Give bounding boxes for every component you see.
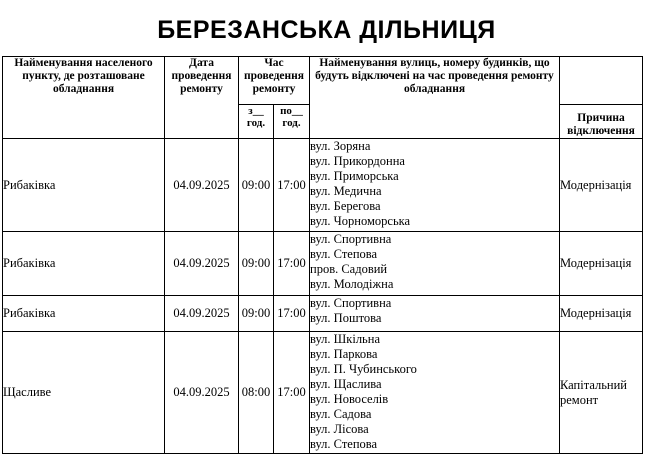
street-item: вул. Лісова: [310, 422, 369, 436]
header-reason: Причина відключення: [560, 105, 643, 139]
cell-time-from: 08:00: [239, 332, 274, 454]
header-streets: Найменування вулиць, номеру будинків, що будуть відключені на час проведення ремонту обладнання: [310, 57, 560, 139]
page-title: БЕРЕЗАНСЬКА ДІЛЬНИЦЯ: [157, 16, 496, 44]
street-item: вул. Садова: [310, 407, 372, 421]
header-date: Дата проведення ремонту: [165, 57, 239, 139]
street-item: вул. П. Чубинського: [310, 362, 417, 376]
cell-reason: Модернізація: [560, 296, 643, 332]
street-item: вул. Чорноморська: [310, 214, 411, 228]
street-item: вул. Спортивна: [310, 296, 392, 310]
outage-schedule-table: [2, 56, 643, 454]
cell-date: 04.09.2025: [165, 139, 239, 232]
table-body: [3, 139, 643, 454]
street-item: вул. Медична: [310, 184, 382, 198]
header-reason-top: [560, 57, 643, 105]
table-row: [3, 332, 643, 454]
table-row: [3, 232, 643, 296]
street-item: вул. Степова: [310, 437, 378, 451]
cell-streets: [310, 296, 560, 332]
street-item: вул. Степова: [310, 247, 378, 261]
cell-time-from: 09:00: [239, 139, 274, 232]
street-item: вул. Щаслива: [310, 377, 382, 391]
header-time-to: по__ год.: [274, 105, 310, 139]
street-item: вул. Паркова: [310, 347, 378, 361]
street-item: вул. Молодіжна: [310, 277, 394, 291]
cell-place: Рибаківка: [3, 232, 165, 296]
cell-time-to: 17:00: [274, 332, 310, 454]
cell-date: 04.09.2025: [165, 232, 239, 296]
street-item: вул. Шкільна: [310, 332, 380, 346]
table-row: [3, 139, 643, 232]
cell-time-to: 17:00: [274, 232, 310, 296]
cell-date: 04.09.2025: [165, 332, 239, 454]
street-item: вул. Поштова: [310, 311, 382, 325]
cell-place: Рибаківка: [3, 139, 165, 232]
cell-place: Щасливе: [3, 332, 165, 454]
cell-reason: Модернізація: [560, 232, 643, 296]
cell-time-to: 17:00: [274, 139, 310, 232]
street-item: вул. Прикордонна: [310, 154, 405, 168]
street-item: пров. Садовий: [310, 262, 388, 276]
street-item: вул. Новоселів: [310, 392, 389, 406]
cell-place: Рибаківка: [3, 296, 165, 332]
cell-streets: [310, 139, 560, 232]
cell-streets: [310, 232, 560, 296]
cell-time-from: 09:00: [239, 296, 274, 332]
street-item: вул. Зоряна: [310, 139, 371, 153]
street-item: вул. Приморська: [310, 169, 399, 183]
street-item: вул. Спортивна: [310, 232, 392, 246]
cell-time-from: 09:00: [239, 232, 274, 296]
cell-time-to: 17:00: [274, 296, 310, 332]
cell-date: 04.09.2025: [165, 296, 239, 332]
street-item: вул. Берегова: [310, 199, 381, 213]
header-time-group: Час проведення ремонту: [239, 57, 310, 105]
cell-reason: Капітальний ремонт: [560, 332, 643, 454]
header-time-from: з__ год.: [239, 105, 274, 139]
cell-streets: [310, 332, 560, 454]
header-place: Найменування населеного пункту, де розташоване обладнання: [3, 57, 165, 139]
table-row: [3, 296, 643, 332]
cell-reason: Модернізація: [560, 139, 643, 232]
